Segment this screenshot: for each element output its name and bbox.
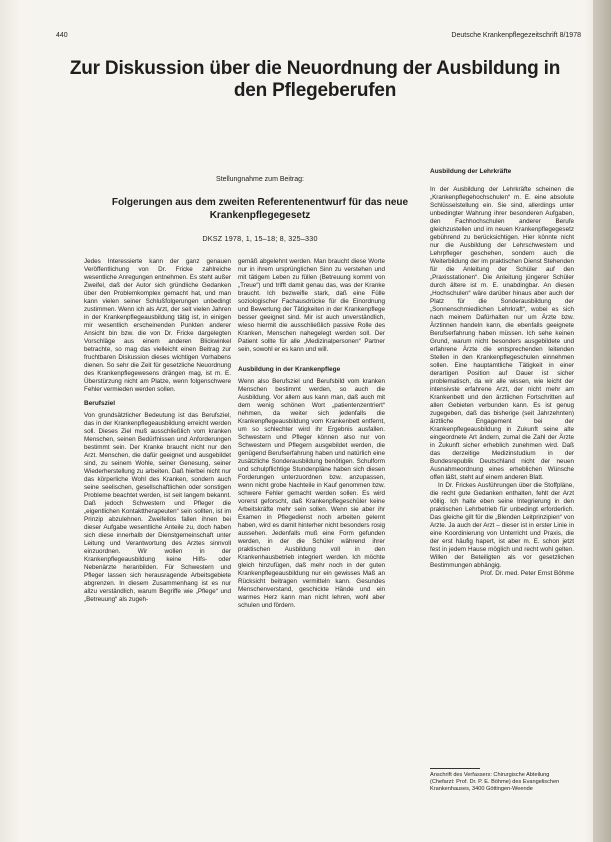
footnote-rule bbox=[430, 768, 480, 769]
page-gutter-shadow bbox=[593, 0, 611, 842]
paragraph: Wenn also Berufsziel und Berufsbild vom kranken Menschen bestimmt werden, so auch die Ausbildung. Vor allem aus kann man, daß auch mit dem wenig schönen Wort „patientenzentriert“ nehmen, da weiter sich jedenfalls die Krankenpflegeausbildung vom Krankenbett entfernt, um so schlechter wird ihr Ergebnis ausfallen. Schwestern und Pfleger können also nur von Schwestern und Pflegern ausgebildet werden, die genügend Berufserfahrung haben und natürlich eine zusätzliche Sonderausbildung benötigen. Schulform und schulpflichtige Stundenpläne haben sich diesen Forderungen unterzuordnen bzw. anzupassen, wenn nicht grobe Nachteile in Kauf genommen bzw. schwere Fehler gemacht werden sollen. Es wird vorerst geforscht, daß Krankenpflegeschüler keine Arbeitskräfte mehr sein sollen. Wenn sie aber ihr Examen in Pflegedienst noch arbeiten gelernt haben, wird es damit hinterher nicht besonders rosig aussehen. Jedenfalls muß eine Form gefunden werden, in der die Schüler während ihrer praktischen Ausbildung voll in den Krankenhausbetrieb integriert werden. Ich möchte gleich hinzufügen, daß mehr noch in der guten Krankenpflegeausbildung nur ein gewisses Maß an Rücksicht beitragen vermitteln kann. Gesundes Menschenverstand, geschickte Hände und ein warmes Herz kann man nicht lehren, wohl aber schulen und fördern. bbox=[238, 378, 385, 609]
page-number: 440 bbox=[56, 32, 68, 39]
author-signature: Prof. Dr. med. Peter Ernst Böhme bbox=[480, 570, 574, 577]
paragraph: In der Ausbildung der Lehrkräfte scheinen die „Krankenpflegehochschulen“ m. E. eine absolute Schlüsselstellung ein. Sie sind, allerdings unter unbedingter Wahrung ihrer besonderen Aufgaben, den Fachhochschulen anderer Berufe gleichzustellen und im neuen Krankenpflegegesetz gebührend zu berücksichtigen. Hier könnte nicht nur die Ausbildung der Lehrschwestern und Lehrpfleger geschehen, sondern auch die Weiterbildung der im praktischen Dienst Stehenden für die Anleitung der Schüler auf den „Praxisstationen“. Die Anleitung jüngerer Schüler durch ältere ist m. E. unabdingbar. An diesen „Hochschulen“ wäre darüber hinaus aber auch der Platz für die Sonderausbildung der „Sonnenschmiedlichen Lehrkraft“, wobei es sich nach meinem Dafürhalten nur um Ärzte bzw. Ärztinnen handeln kann, die ebenfalls geeignete Berufserfahrung haben müssen. Ich sehe keinen Grund, warum nicht besonders ausgebildete und erfahrene Ärzte die entsprechenden leitenden Stellen in den Krankenpflegeschulen einnehmen sollen. Eine hauptamtliche Tätigkeit in einer derartigen Position auf Dauer ist sicher problematisch, da wir alle wissen, wie leicht der intensivste erfahrene Arzt, der nicht mehr am Krankenbett und den ärztlichen Fortschritten auf allen Gebieten verbunden kann. Es ist genug zugegeben, daß das bisherige (seit Jahrzehnten) ärztliche Engagement bei der Krankenpflegeausbildung in Zukunft seine alte eingeordnete Art ändern, zumal die Zahl der Ärzte in Zukunft sicher erheblich zunehmen wird. Daß das derzeitige Medizinstudium in der Bundesrepublik Deutschland nicht der neuen Ausnahmeordnung eines erheblichen Wünsche offen läßt, steht auf einem anderen Blatt. bbox=[430, 186, 574, 481]
section-heading-ausbildung: Ausbildung in der Krankenpflege bbox=[238, 366, 341, 373]
paragraph: Jedes Interessierte kann der ganz genauen Veröffentlichung von Dr. Fricke zahlreiche wesentliche Anregungen entnehmen. Es steht außer Zweifel, daß der Autor sich gründliche Gedanken über den Problemkomplex gemacht hat, und man kann vielen seiner Schlußfolgerungen unbedingt zustimmen. Wenn ich als Arzt, der seit vielen Jahren in der Krankenpflegeausbildung tätig ist, in einigen mir wesentlich erscheinenden Punkten anderer Ansicht bin bzw. die von Dr. Fricke dargelegten Vorschläge aus einem anderen Blickwinkel betrachte, so mag das vielleicht einen Beitrag zur fruchtbaren Diskussion dieses wichtigen Vorhabens dienen. So sehr die Zeit für gesetzliche Neuordnung des Krankenpflegewesens drängen mag, ist m. E. Überstürzung nicht am Platze, wenn folgenschwere Fehler vermieden werden sollen. bbox=[84, 258, 231, 393]
article-subtitle: Folgerungen aus dem zweiten Referentenentwurf für das neue Krankenpflegegesetz bbox=[111, 197, 409, 221]
article-kicker: Stellungnahme zum Beitrag: bbox=[216, 176, 304, 183]
journal-header: Deutsche Krankenpflegezeitschrift 8/1978 bbox=[451, 32, 581, 39]
section-heading-lehrkraefte: Ausbildung der Lehrkräfte bbox=[430, 168, 512, 175]
paragraph: Von grundsätzlicher Bedeutung ist das Berufsziel, das in der Krankenpflegeausbildung erreicht werden soll. Dieses Ziel muß ausschließlich vom kranken Menschen, seinen Bedürfnissen und Anforderungen bestimmt sein. Der Kranke braucht nicht nur den Arzt. Menschen, die dafür geeignet und ausgebildet sind, zu seinem Wohle, seiner Genesung, seiner Wiederherstellung zu arbeiten. Daß hierbei nicht nur das körperliche Wohl des Kranken, sondern auch seine seelischen, gesellschaftlichen oder sonstigen Probleme beachtet werden, ist seit langem bekannt. Daß jedoch Schwestern und Pfleger die „eigentlichen Kontakttherapeuten“ sein sollten, ist im Prinzip abzulehnen. Zweifellos fallen ihnen bei dieser Aufgabe wesentliche Anteile zu, doch haben sich diese innerhalb der Dienstgemeinschaft unter Leitung und Verantwortung des Arztes sinnvoll einzuordnen. Wir wollen in der Krankenpflegeausbildung keine Hilfs- oder Nebenärzte heranbilden. Für Schwestern und Pfleger lassen sich herausragende Arbeitsgebiete abgrenzen. In diesem Zusammenhang ist es nur allzu verständlich, warum Begriffe wie „Pflege“ und „Betreuung“ als zugeh- bbox=[84, 412, 231, 603]
section-heading-berufsziel: Berufsziel bbox=[84, 400, 116, 407]
paragraph: gemäß abgelehnt werden. Man braucht diese Worte nur in ihrem ursprünglichen Sinn zu verstehen und mit tätigem Leben zu füllen (Betreuung kommt von „Treue“) und trifft damit genau das, was der Kranke braucht. Ich bezweifle stark, daß eine Fülle soziologischer Fachausdrücke für die Einordnung und Bewertung der Tätigkeiten in der Krankenpflege besser geeignet sind. Mir ist auch unverständlich, wieso hiermit die ausschließlich passive Rolle des Kranken, Menschen nahegelegt werden soll. Der Patient sollte für alle „Medizinalpersonen“ Partner sein, sowohl er es kann und will. bbox=[238, 258, 385, 353]
article-title: Zur Diskussion über die Neuordnung der Ausbildung in den Pflegeberufen bbox=[69, 58, 561, 101]
column-left bbox=[84, 258, 231, 604]
column-middle bbox=[238, 258, 385, 610]
paragraph: In Dr. Frickes Ausführungen über die Stoffpläne, die recht gute Gedanken enthalten, fehlt der Arzt völlig. Ich halte eben seine Integrierung in den praktischen Lehrbetrieb für unbedingt erforderlich. Das gleiche gilt für die „Blenden Leitprinzipien“ von Arzte. Ja auch der Arzt – dieser ist in erster Linie in eine Koordinierung von Unterricht und Praxis, die der erst häufig hapert, ist aber m. E. schon jetzt fest in jedem Hause möglich und recht wohl gelten. Willen der Beteiligten als vor gesetzlichen Bestimmungen abhängig. bbox=[430, 482, 574, 569]
author-address-footnote: Anschrift des Verfassers: Chirurgische Abteilung (Chefarzt: Prof. Dr. P. E. Böhme) des Evangelischen Krankenhauses, 3400 Göttingen-Weende bbox=[430, 772, 560, 792]
column-right bbox=[430, 186, 574, 578]
article-reference: DKSZ 1978, 1, 15–18; 8, 325–330 bbox=[202, 234, 318, 243]
